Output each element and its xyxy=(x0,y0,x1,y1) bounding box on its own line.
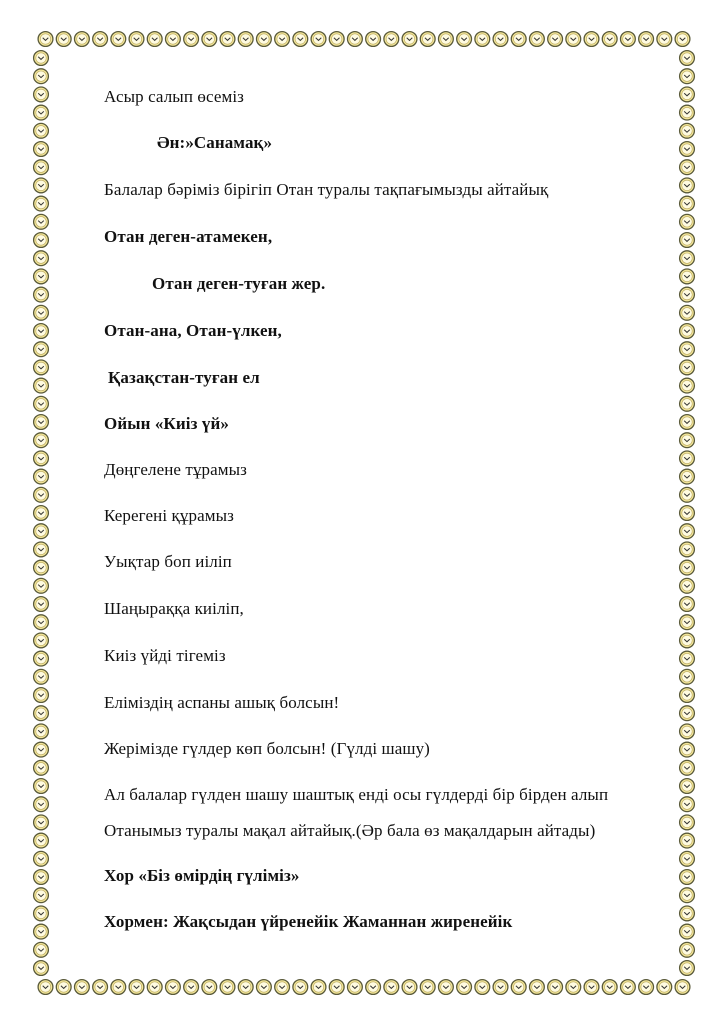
text-line: Дөңгелене тұрамыз xyxy=(104,460,247,479)
poem-line: Отан деген-туған жер. xyxy=(152,274,326,293)
text-line: Балалар бәріміз бірігіп Отан туралы тақпағымызды айтайық xyxy=(104,180,549,199)
text-line: Еліміздің аспаны ашық болсын! xyxy=(104,693,340,712)
poem-line: Отан деген-атамекен, xyxy=(104,227,273,246)
text-line: Киіз үйді тігеміз xyxy=(104,646,226,665)
game-title: Ойын «Киіз үй» xyxy=(104,414,229,433)
song-title: Ән:»Санамақ» xyxy=(157,133,273,152)
text-line: Асыр салып өсеміз xyxy=(104,87,244,106)
text-line: Шаңыраққа киіліп, xyxy=(104,599,244,618)
text-line: Жерімізде гүлдер көп болсын! (Гүлді шашу) xyxy=(104,739,430,758)
text-line: Уықтар боп иіліп xyxy=(104,552,232,571)
poem-line: Отан-ана, Отан-үлкен, xyxy=(104,321,282,340)
choir-line: Хормен: Жақсыдан үйренейік Жаманнан жиренейік xyxy=(104,912,513,931)
choir-title: Хор «Біз өмірдің гүліміз» xyxy=(104,866,300,885)
poem-line: Қазақстан-туған ел xyxy=(108,368,260,387)
text-line: Ал балалар гүлден шашу шаштық енді осы гүлдерді бір бірден алып xyxy=(104,785,609,804)
text-line: Керегені құрамыз xyxy=(104,506,234,525)
text-line: Отанымыз туралы мақал айтайық.(Әр бала өз мақалдарын айтады) xyxy=(104,821,596,840)
